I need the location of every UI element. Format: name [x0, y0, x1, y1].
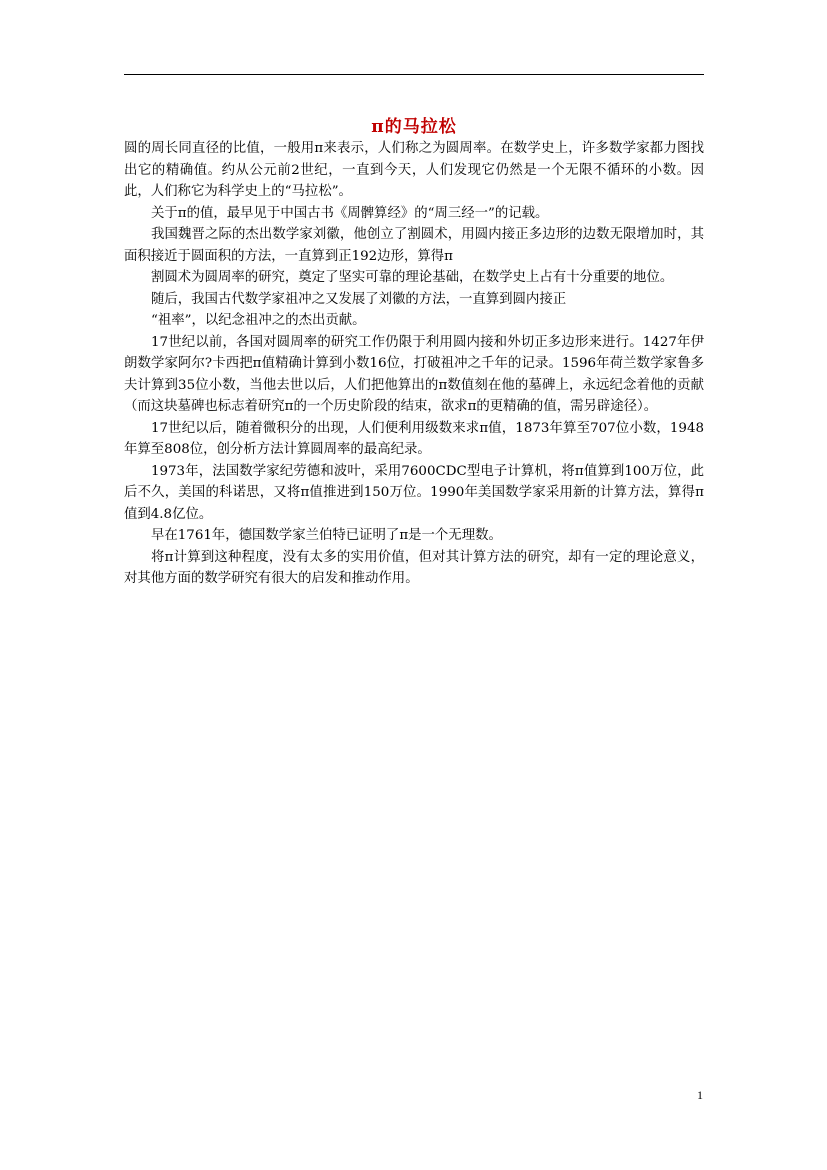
paragraph-4: 割圆术为圆周率的研究，奠定了坚实可靠的理论基础，在数学史上占有十分重要的地位。 [151, 270, 674, 285]
paragraph-6: “祖率”，以纪念祖冲之的杰出贡献。 [151, 313, 366, 328]
paragraph-8: 17世纪以后，随着微积分的出现，人们便利用级数来求π值，1873年算至707位小数，1948年算至808位，创分析方法计算圆周率的最高纪录。 [124, 420, 704, 457]
document-body [124, 138, 704, 590]
paragraph-1: 圆的周长同直径的比值，一般用π来表示，人们称之为圆周率。在数学史上，许多数学家都力图找出它的精确值。约从公元前2世纪，一直到今天，人们发现它仍然是一个无限不循环的小数。因此，人们称它为科学史上的“马拉松”。 [124, 141, 704, 199]
paragraph-5: 随后，我国古代数学家祖冲之又发展了刘徽的方法，一直算到圆内接正 [151, 291, 567, 307]
paragraph-2: 关于π的值，最早见于中国古书《周髀算经》的“周三经一”的记载。 [151, 205, 549, 221]
page-number: 1 [697, 1088, 703, 1102]
paragraph-10: 早在1761年，德国数学家兰伯特已证明了π是一个无理数。 [151, 528, 502, 543]
paragraph-3: 我国魏晋之际的杰出数学家刘徽，他创立了割圆术，用圆内接正多边形的边数无限增加时，其面积接近于圆面积的方法，一直算到正192边形，算得π [124, 227, 704, 264]
paragraph-7: 17世纪以前，各国对圆周率的研究工作仍限于利用圆内接和外切正多边形来进行。1427年伊朗数学家阿尔?卡西把π值精确计算到小数16位，打破祖冲之千年的记录。1596年荷兰数学家鲁多夫计算到35位小数，当他去世以后，人们把他算出的π数值刻在他的墓碑上，永远纪念着他的贡献（而这块墓碑也标志着研究π的一个历史阶段的结束，欲求π的更精确的值，需另辟途径）。 [124, 334, 704, 414]
document-title: π的马拉松 [371, 117, 457, 137]
paragraph-11: 将π计算到这种程度，没有太多的实用价值，但对其计算方法的研究，却有一定的理论意义，对其他方面的数学研究有很大的启发和推动作用。 [124, 549, 704, 586]
paragraph-9: 1973年，法国数学家纪劳德和波叶，采用7600CDC型电子计算机，将π值算到100万位，此后不久，美国的科诺思，又将π值推进到150万位。1990年美国数学家采用新的计算方法，算得π值到4.8亿位。 [124, 463, 704, 522]
header-rule [124, 74, 704, 75]
